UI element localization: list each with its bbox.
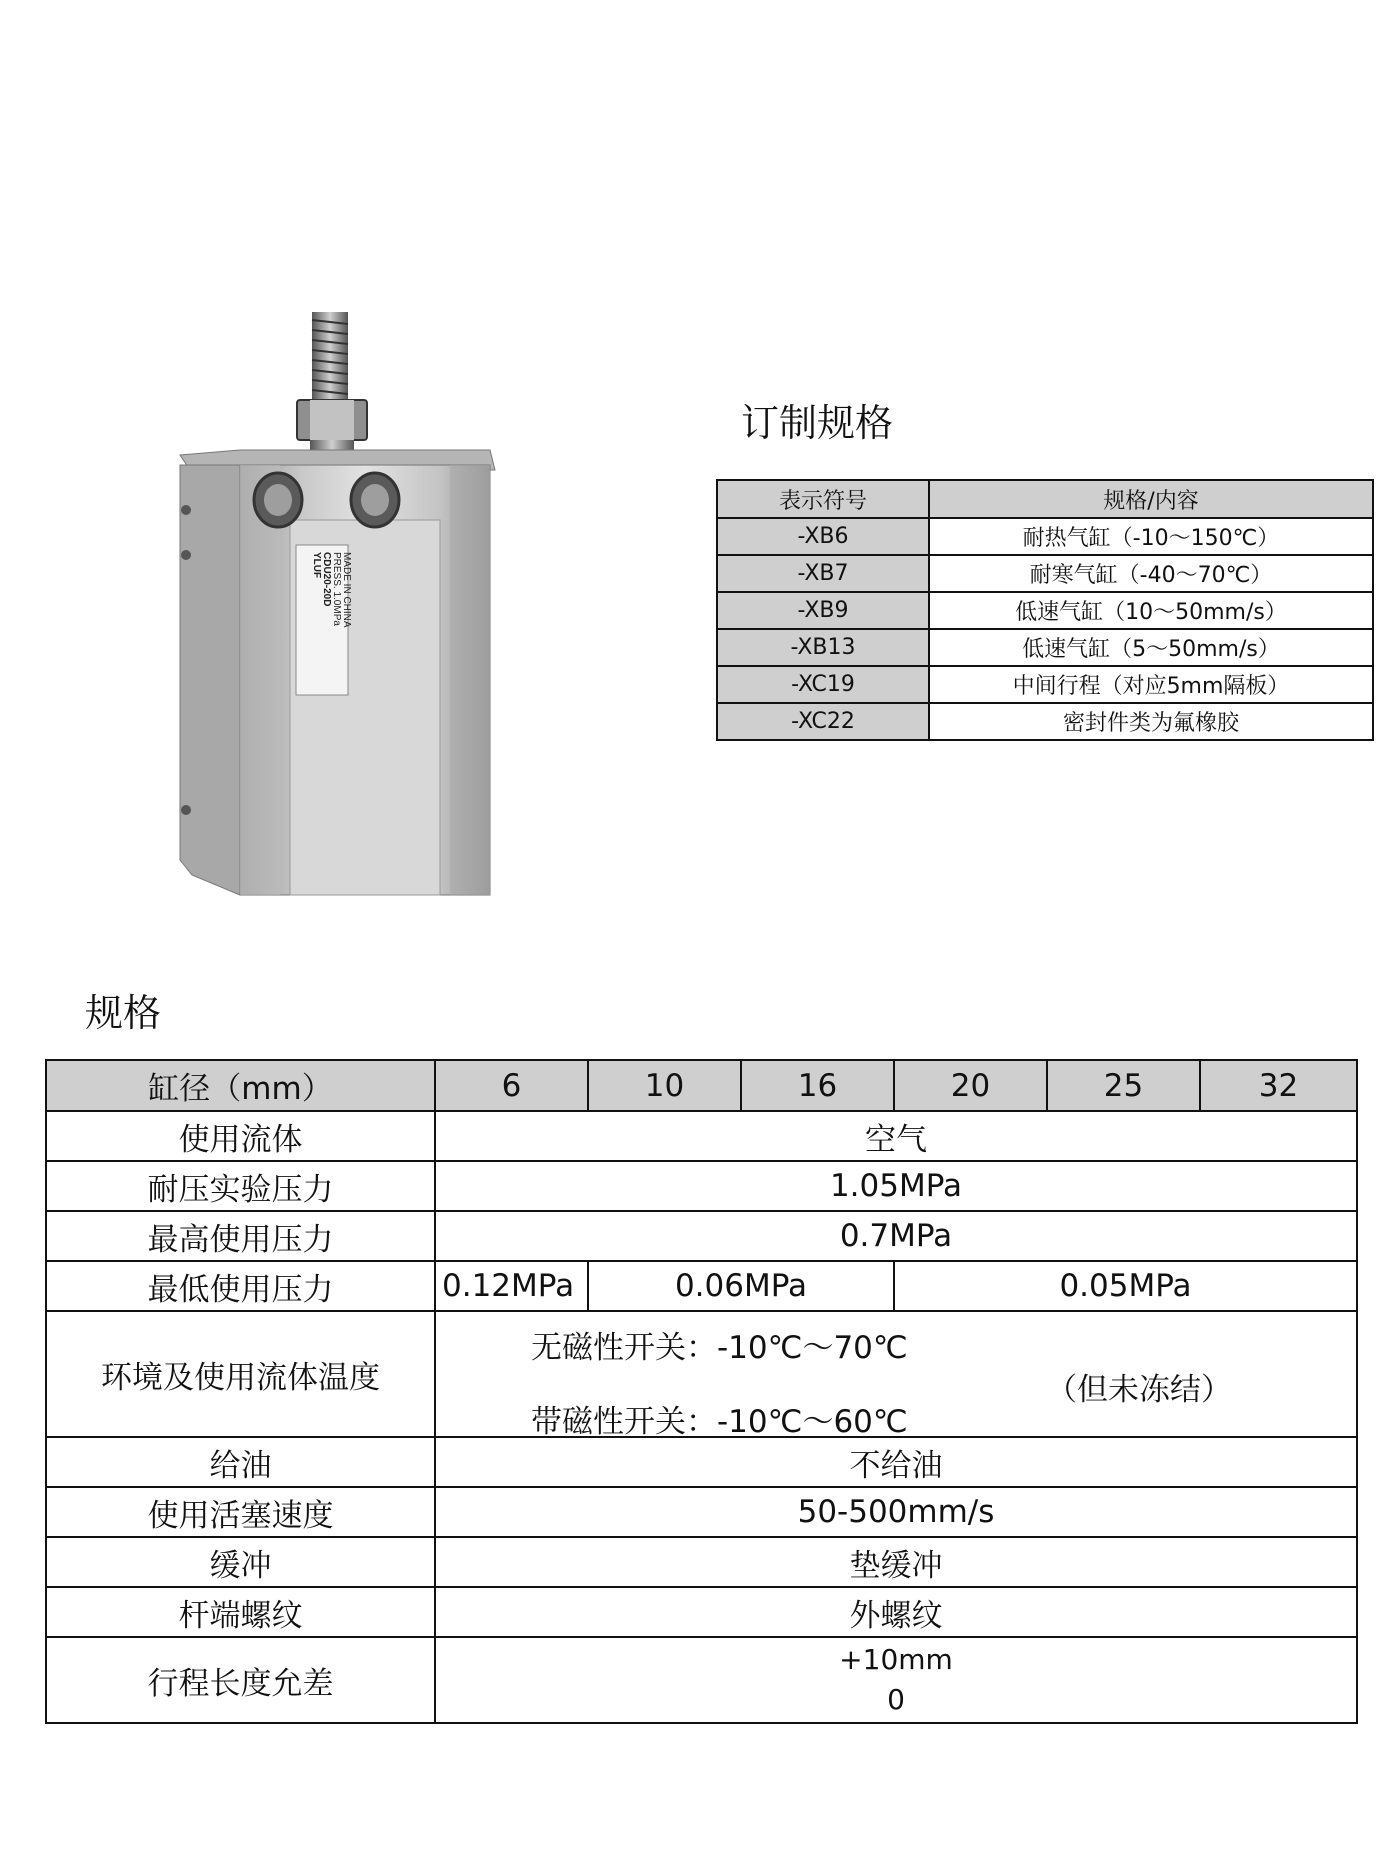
custom-spec-row: [717, 518, 1373, 555]
product-origin-text: MADE IN CHINA: [341, 552, 352, 628]
bore-size: 32: [1200, 1060, 1357, 1111]
stroke-tolerance-lower: 0: [887, 1683, 905, 1716]
custom-spec-content: 低速气缸（5～50mm/s）: [929, 629, 1373, 666]
custom-spec-header-content: 规格/内容: [929, 480, 1373, 518]
spec-value: 不给油: [435, 1437, 1357, 1487]
spec-label: 杆端螺纹: [46, 1587, 435, 1637]
spec-row-cushion: [46, 1537, 1357, 1587]
custom-spec-row: [717, 666, 1373, 703]
spec-value: 外螺纹: [435, 1587, 1357, 1637]
spec-row-min-pressure: [46, 1261, 1357, 1311]
spec-row-rod-thread: [46, 1587, 1357, 1637]
custom-spec-title: 订制规格: [741, 401, 894, 445]
bore-size: 16: [741, 1060, 894, 1111]
spec-value: 空气: [435, 1111, 1357, 1161]
custom-spec-content: 密封件类为氟橡胶: [929, 703, 1373, 740]
temperature-cell: [435, 1311, 1357, 1440]
bore-size: 20: [894, 1060, 1047, 1111]
custom-spec-code: -XB9: [717, 592, 929, 629]
spec-value: 0.06MPa: [588, 1261, 894, 1311]
bore-size: 10: [588, 1060, 741, 1111]
bore-header-label: 缸径（mm）: [46, 1060, 435, 1111]
custom-spec-code: -XB7: [717, 555, 929, 592]
bore-size: 6: [435, 1060, 588, 1111]
spec-row-lubrication: [46, 1437, 1357, 1487]
spec-table: [45, 1059, 1358, 1724]
spec-label: 最低使用压力: [46, 1261, 435, 1311]
custom-spec-content: 中间行程（对应5mm隔板）: [929, 666, 1373, 703]
spec-value: 0.12MPa: [435, 1261, 588, 1311]
custom-spec-header-row: [717, 480, 1373, 518]
custom-spec-code: -XC22: [717, 703, 929, 740]
cylinder-product-image: [150, 300, 540, 920]
custom-spec-code: -XB6: [717, 518, 929, 555]
product-brand-text: YLUF: [311, 552, 322, 579]
temperature-note: （但未冻结）: [1046, 1372, 1232, 1408]
custom-spec-code: -XB13: [717, 629, 929, 666]
spec-row-proof-pressure: [46, 1161, 1357, 1211]
custom-spec-content: 低速气缸（10～50mm/s）: [929, 592, 1373, 629]
custom-spec-content: 耐热气缸（-10～150℃）: [929, 518, 1373, 555]
custom-spec-row: [717, 703, 1373, 740]
spec-header-row: [46, 1060, 1357, 1111]
product-pressure-text: PRESS. 1.0MPa: [331, 552, 342, 626]
custom-spec-code: -XC19: [717, 666, 929, 703]
spec-label: 行程长度允差: [46, 1637, 435, 1723]
spec-value: 0.05MPa: [894, 1261, 1357, 1311]
custom-spec-header-symbol: 表示符号: [717, 480, 929, 518]
spec-value: 垫缓冲: [435, 1537, 1357, 1587]
custom-spec-row: [717, 629, 1373, 666]
spec-label: 给油: [46, 1437, 435, 1487]
custom-spec-table: [716, 479, 1374, 741]
bore-size: 25: [1047, 1060, 1200, 1111]
temperature-no-switch: 无磁性开关：-10℃～70℃: [531, 1330, 908, 1366]
spec-row-fluid: [46, 1111, 1357, 1161]
stroke-tolerance-upper: +10mm: [839, 1643, 953, 1676]
spec-row-max-pressure: [46, 1211, 1357, 1261]
spec-label: 最高使用压力: [46, 1211, 435, 1261]
custom-spec-row: [717, 592, 1373, 629]
spec-label: 耐压实验压力: [46, 1161, 435, 1211]
spec-value: 0.7MPa: [435, 1211, 1357, 1261]
custom-spec-row: [717, 555, 1373, 592]
spec-title: 规格: [85, 991, 162, 1035]
spec-value: 50-500mm/s: [435, 1487, 1357, 1537]
product-model-text: CDU20-20D: [321, 552, 332, 607]
spec-value: 1.05MPa: [435, 1161, 1357, 1211]
spec-label: 环境及使用流体温度: [46, 1311, 435, 1437]
spec-label: 使用活塞速度: [46, 1487, 435, 1537]
stroke-tolerance-cell: [435, 1637, 1357, 1723]
spec-row-temperature: [46, 1311, 1357, 1437]
spec-row-piston-speed: [46, 1487, 1357, 1537]
spec-row-stroke-tolerance: [46, 1637, 1357, 1723]
spec-label: 缓冲: [46, 1537, 435, 1587]
spec-label: 使用流体: [46, 1111, 435, 1161]
custom-spec-content: 耐寒气缸（-40～70℃）: [929, 555, 1373, 592]
temperature-with-switch: 带磁性开关：-10℃～60℃: [531, 1404, 908, 1440]
